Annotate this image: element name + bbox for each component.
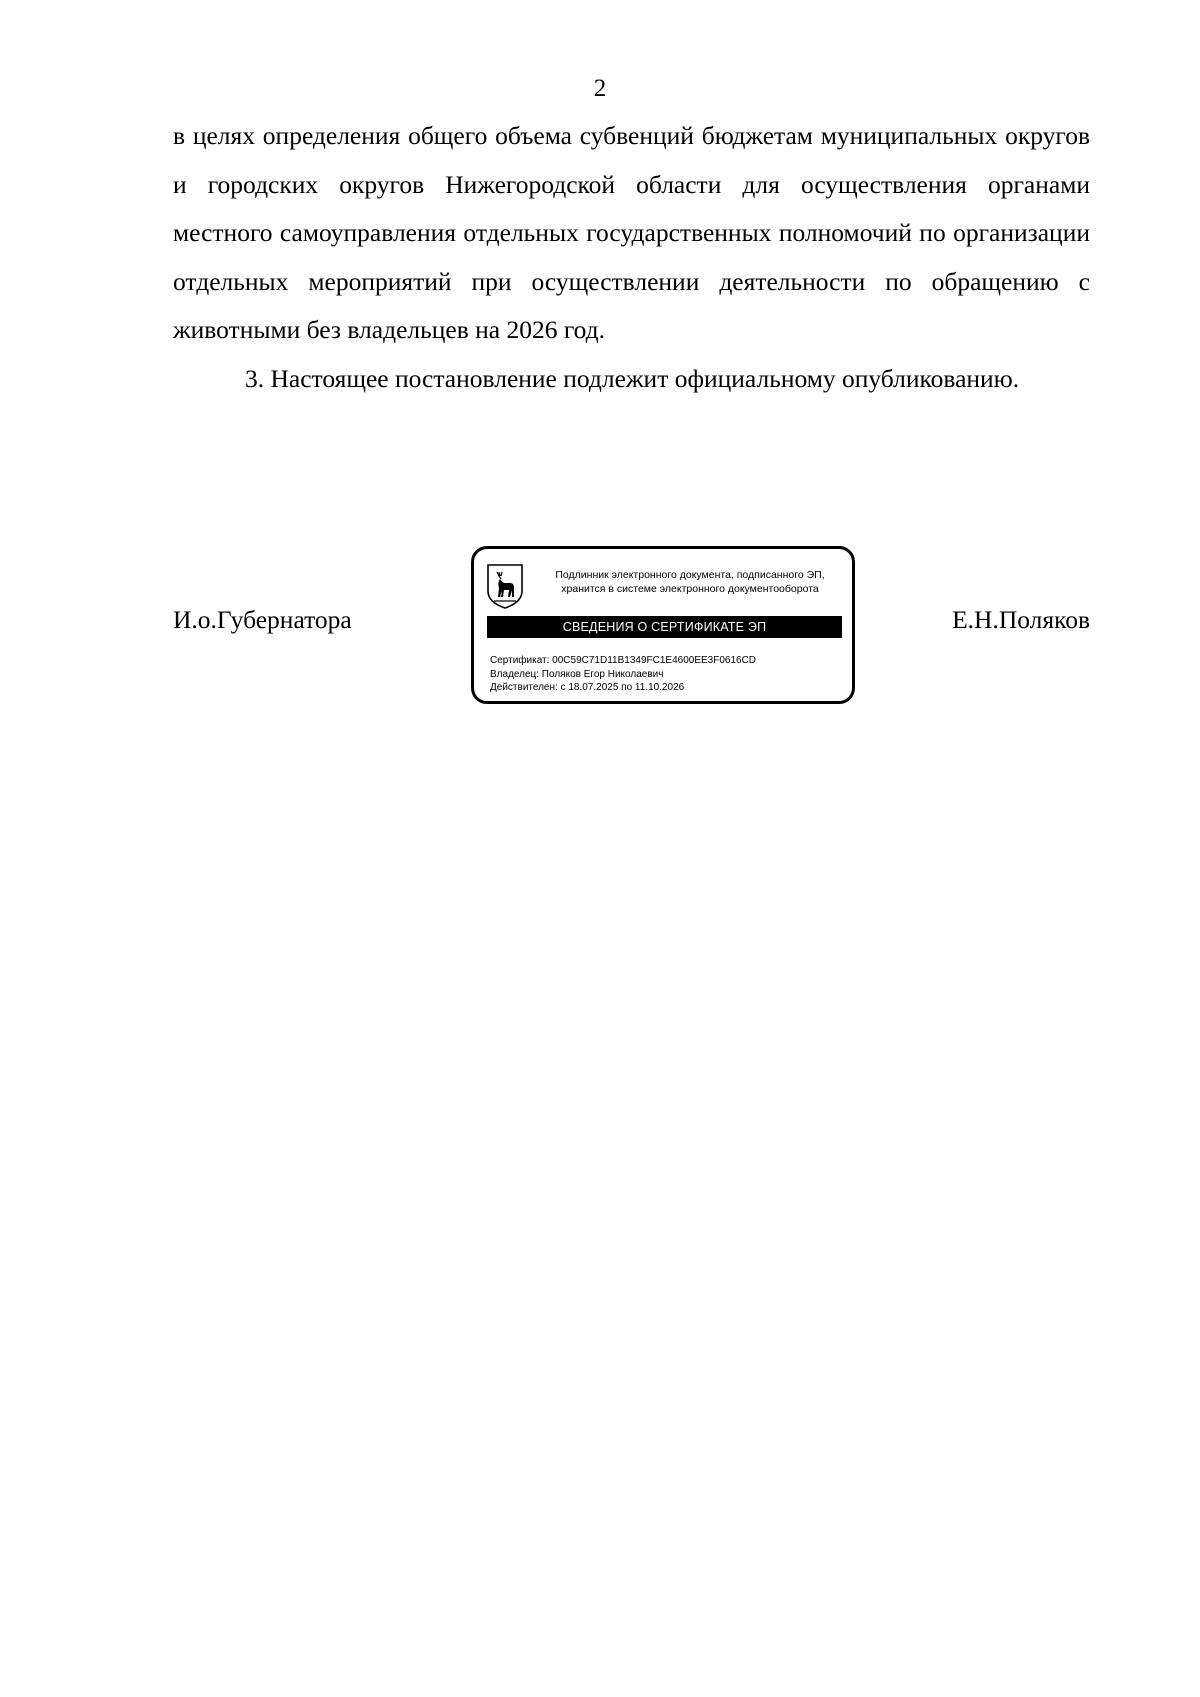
signatory-name: Е.Н.Поляков	[952, 605, 1090, 634]
stamp-note	[532, 569, 848, 596]
paragraph-item-3: 3. Настоящее постановление подлежит официальному опубликованию.	[245, 363, 1020, 393]
stamp-note-line: хранится в системе электронного документооборота	[561, 582, 819, 595]
certificate-validity: Действителен: с 18.07.2025 по 11.10.2026	[490, 682, 685, 693]
certificate-owner: Владелец: Поляков Егор Николаевич	[490, 668, 664, 680]
stamp-note-line: Подлинник электронного документа, подписанного ЭП,	[555, 569, 825, 581]
certificate-banner: СВЕДЕНИЯ О СЕРТИФИКАТЕ ЭП	[487, 616, 842, 638]
paragraph-continuation: в целях определения общего объема субвенций бюджетам муниципальных округов и городских округов Нижегородской области для осуществления органами местного самоуправления отдельных государственных полномочий по организации отдельных мероприятий при осуществлении деятельности по обращению с животными без владельцев на 2026 год.	[173, 121, 1090, 344]
certificate-details	[490, 654, 756, 695]
signatory-position: И.о.Губернатора	[173, 605, 352, 634]
document-body	[173, 112, 1090, 403]
electronic-signature-stamp	[471, 546, 855, 704]
page-number: 2	[593, 75, 607, 102]
coat-of-arms-icon	[486, 563, 524, 609]
certificate-number: Сертификат: 00C59C71D11B1349FC1E4600EE3F0616CD	[490, 655, 757, 666]
